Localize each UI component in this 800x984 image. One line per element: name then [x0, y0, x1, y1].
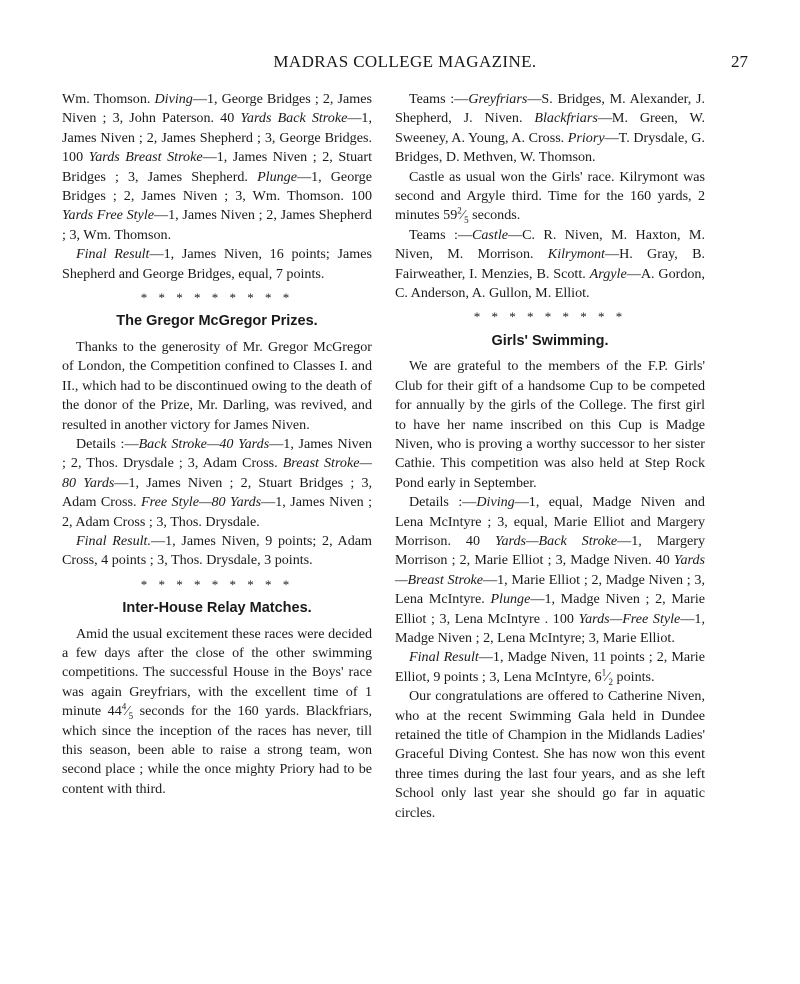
- paragraph-boys-teams: Teams :—Greyfriars—S. Bridges, M. Alexander, J. Shepherd, J. Niven. Blackfriars—M. Green, W. Sweeney, A. Young, A. Cross. Priory—T. Drysdale, G. Bridges, D. Methven, W. Thomson.: [395, 91, 705, 166]
- paragraph-gregor-details: Details :—Back Stroke—40 Yards—1, James Niven ; 2, Thos. Drysdale ; 3, Adam Cross. Breast Stroke—80 Yards—1, James Niven ; 2, Stuart Bridges ; 3, Adam Cross. Free Style—80 Yards—1, James Niven ; 2, Adam Cross ; 3, Thos. Drysdale.: [62, 435, 373, 530]
- paragraph-gregor-intro: Thanks to the generosity of Mr. Gregor McGregor of London, the Competition confined to Classes I. and II., which had to be discontinued owing to the death of the donor of the Prize, Mr. Darling, was revived, and resulted in another victory for James Niven.: [62, 338, 372, 433]
- paragraph-girls-race: Castle as usual won the Girls' race. Kilrymont was second and Argyle third. Time for the 160 yards, 2 minutes $59^2⁄_5$ seconds.: [395, 168, 705, 226]
- paragraph-relay: Amid the usual excitement these races were decided a few days after the close of the other swimming competitions. The successful House in the Boys' race was again Greyfriars, with the excellent time of 1 minute $44^4⁄_5$ seconds for the 160 yards. Blackfriars, which since the inception of the races has never, till this season, been able to raise a strong team, won second place ; while the once mighty Priory had to be content with third.: [62, 625, 372, 797]
- paragraph-girls-intro: We are grateful to the members of the F.P. Girls' Club for their gift of a handsome Cup to be competed for annually by the girls of the College. The first girl to have her name inscribed on this Cup is Madge Niven, who is proving a worthy successor to her sister Cathie. This competition was also held at Step Rock Pond early in September.: [395, 358, 705, 491]
- paragraph-girls-final: Final Result—1, Madge Niven, 11 points ; 2, Marie Elliot, 9 points ; 3, Lena McIntyre, $6^1⁄_2$ points.: [395, 649, 705, 687]
- paragraph-congratulations: Our congratulations are offered to Catherine Niven, who at the recent Swimming Gala held in Dundee retained the title of Champion in the Midlands Ladies' Graceful Diving Contest. She has now won this event three times during the last four years, and as she left School only last year she should go far in aquatic circles.: [395, 688, 705, 821]
- section-divider: * * * * * * * * *: [140, 576, 294, 592]
- section-divider: * * * * * * * * *: [473, 309, 627, 325]
- left-column: [62, 90, 372, 799]
- heading-girls-swimming: Girls' Swimming.: [491, 332, 609, 349]
- paragraph-girls-details: Details :—Diving—1, equal, Madge Niven and Lena McIntyre ; 3, equal, Marie Elliot and Margery Morrison. 40 Yards—Back Stroke—1, Margery Morrison ; 2, Marie Elliot ; 3, Madge Niven. 40 Yards—Breast Stroke—1, Marie Elliot ; 2, Madge Niven ; 3, Lena McIntyre. Plunge—1, Madge Niven ; 2, Marie Elliot ; 3, Lena McIntyre . 100 Yards—Free Style—1, Madge Niven ; 2, Lena McIntyre; 3, Marie Elliot.: [395, 494, 705, 646]
- heading-relay: Inter-House Relay Matches.: [122, 600, 312, 617]
- section-divider: * * * * * * * * *: [140, 290, 294, 306]
- heading-gregor: The Gregor McGregor Prizes.: [116, 313, 318, 330]
- right-column: [395, 90, 705, 823]
- running-head: MADRAS COLLEGE MAGAZINE.: [273, 52, 537, 71]
- page-number: 27: [731, 52, 748, 71]
- paragraph-boys-results: Wm. Thomson. Diving—1, George Bridges ; 2, James Niven ; 3, John Paterson. 40 Yards Back Stroke—1, James Niven ; 2, James Shepherd ; 3, George Bridges. 100 Yards Breast Stroke—1, James Niven ; 2, Stuart Bridges ; 3, James Shepherd. Plunge—1, George Bridges ; 2, James Niven ; 3, Wm. Thomson. 100 Yards Free Style—1, James Niven ; 2, James Shepherd ; 3, Wm. Thomson.: [62, 91, 372, 243]
- page-header: [62, 52, 748, 76]
- paragraph-boys-final: Final Result—1, James Niven, 16 points; James Shepherd and George Bridges, equal, 7 points.: [62, 246, 372, 282]
- paragraph-girls-teams: Teams :—Castle—C. R. Niven, M. Haxton, M. Niven, M. Morrison. Kilrymont—H. Gray, B. Fairweather, I. Menzies, B. Scott. Argyle—A. Gordon, C. Anderson, A. Gullon, M. Elliot.: [395, 226, 705, 302]
- paragraph-gregor-final: Final Result.—1, James Niven, 9 points; 2, Adam Cross, 4 points ; 3, Thos. Drysdale, 3 points.: [62, 532, 372, 569]
